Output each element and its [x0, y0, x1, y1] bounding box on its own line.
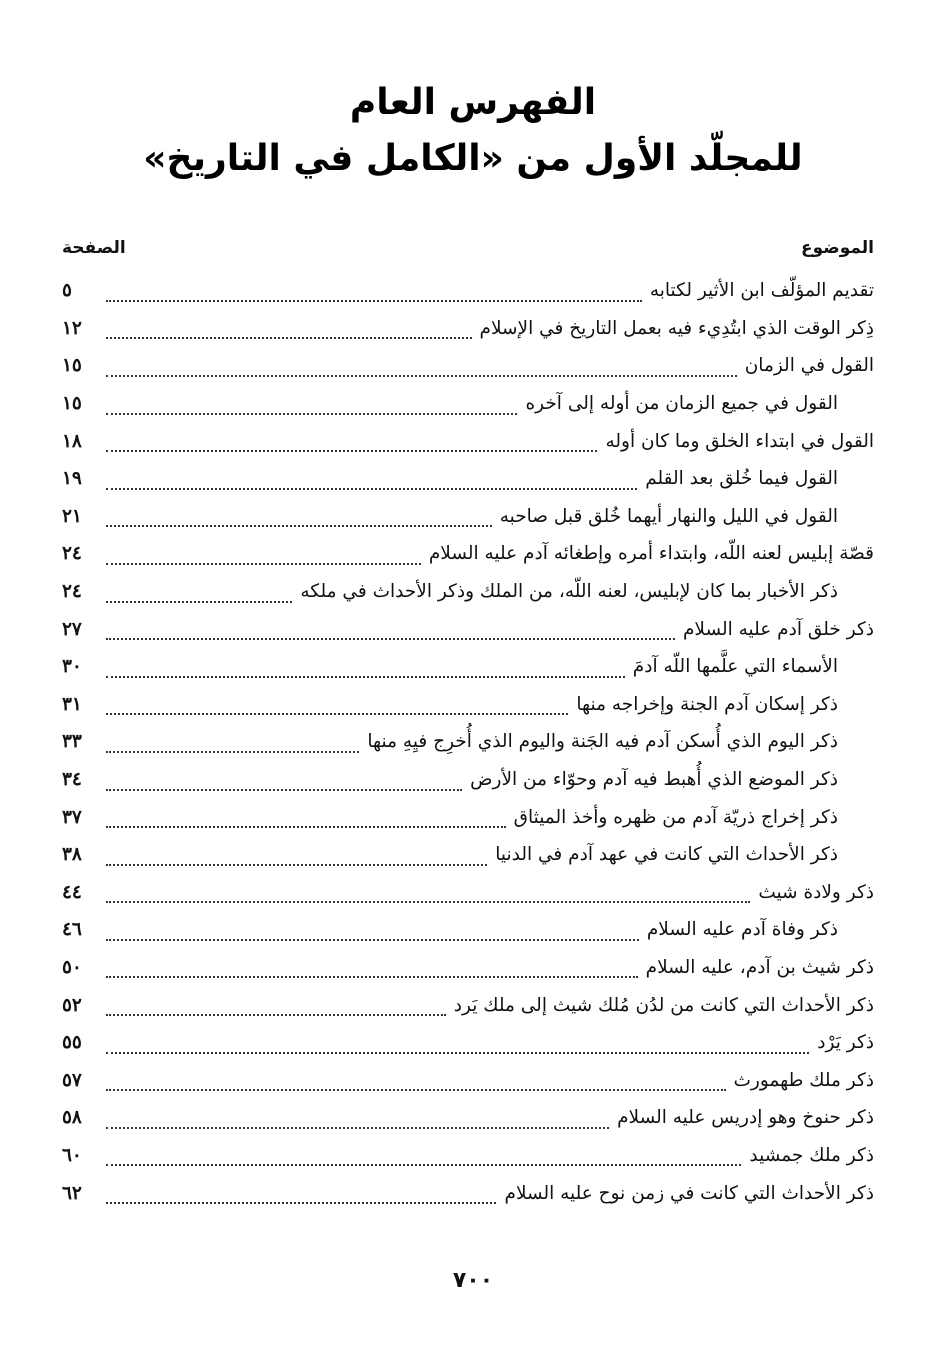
table-of-contents — [62, 272, 874, 1212]
toc-entry-title: القول في الزمان — [744, 355, 874, 377]
toc-entry-page: ٣٨ — [62, 844, 82, 866]
toc-entry-title: ذكر خلق آدم عليه السلام — [682, 618, 874, 640]
dot-leader — [106, 777, 462, 791]
toc-entry — [62, 761, 874, 799]
toc-entry — [62, 1024, 874, 1062]
topic-column-header: الموضوع — [801, 238, 874, 258]
toc-entry-title: ذكر الأخبار بما كان لإبليس، لعنه اللّه، من الملك وذكر الأحداث في ملكه — [300, 581, 838, 603]
toc-entry-title: قصّة إبليس لعنه اللّه، وابتداء أمره وإطغائه آدم عليه السلام — [428, 543, 874, 565]
toc-entry-page: ٥ — [62, 280, 72, 302]
toc-entry-title: ذكر يَرْد — [817, 1032, 874, 1054]
dot-leader — [106, 551, 421, 565]
dot-leader — [106, 1077, 726, 1091]
toc-entry — [62, 1174, 874, 1212]
dot-leader — [106, 889, 750, 903]
dot-leader — [106, 664, 625, 678]
toc-entry-title: ذكر إخراج ذريّة آدم من ظهره وأخذ الميثاق — [513, 806, 838, 828]
toc-entry-page: ١٩ — [62, 468, 82, 490]
toc-entry-page: ٣٧ — [62, 806, 82, 828]
toc-entry — [62, 310, 874, 348]
toc-entry-title: ذكر حنوخ وهو إدريس عليه السلام — [617, 1107, 874, 1129]
toc-entry-title: ذكر وفاة آدم عليه السلام — [646, 919, 838, 941]
toc-entry-title: ذكر الموضع الذي أُهبط فيه آدم وحوّاء من الأرض — [470, 769, 838, 791]
toc-entry — [62, 1099, 874, 1137]
dot-leader — [106, 438, 597, 452]
toc-entry — [62, 1137, 874, 1175]
dot-leader — [106, 927, 639, 941]
toc-entry-title: ذكر الأحداث التي كانت من لدُن مُلك شيث إلى ملك يَرد — [453, 994, 874, 1016]
toc-entry — [62, 949, 874, 987]
toc-entry — [62, 1061, 874, 1099]
toc-entry — [62, 347, 874, 385]
dot-leader — [106, 701, 568, 715]
toc-entry-title: القول في ابتداء الخلق وما كان أوله — [605, 430, 874, 452]
toc-entry — [62, 911, 874, 949]
toc-entry — [62, 798, 874, 836]
toc-entry-title: ذكر الأحداث التي كانت في زمن نوح عليه السلام — [504, 1182, 874, 1204]
toc-entry — [62, 385, 874, 423]
dot-leader — [106, 325, 472, 339]
dot-leader — [106, 589, 292, 603]
toc-entry-page: ٣١ — [62, 693, 82, 715]
toc-entry — [62, 723, 874, 761]
toc-entry-title: القول فيما خُلق بعد القلم — [645, 468, 838, 490]
toc-entry — [62, 610, 874, 648]
toc-entry-page: ٢١ — [62, 505, 82, 527]
toc-entry-title: الأسماء التي علَّمها اللّه آدمَ — [632, 656, 838, 678]
toc-entry-page: ٥٧ — [62, 1069, 82, 1091]
dot-leader — [106, 739, 359, 753]
toc-entry-page: ٢٤ — [62, 581, 82, 603]
toc-entry-page: ٤٦ — [62, 919, 82, 941]
toc-entry-page: ١٢ — [62, 317, 82, 339]
toc-entry-page: ٢٧ — [62, 618, 82, 640]
toc-entry — [62, 272, 874, 310]
toc-entry — [62, 986, 874, 1024]
toc-entry — [62, 874, 874, 912]
toc-entry — [62, 836, 874, 874]
dot-leader — [106, 1040, 809, 1054]
toc-entry — [62, 535, 874, 573]
toc-entry-title: ذكر الأحداث التي كانت في عهد آدم في الدنيا — [495, 844, 838, 866]
toc-entry — [62, 648, 874, 686]
toc-entry-page: ٣٣ — [62, 731, 82, 753]
toc-entry-page: ١٨ — [62, 430, 82, 452]
dot-leader — [106, 513, 492, 527]
toc-entry-title: ذكر ولادة شيث — [758, 881, 874, 903]
toc-entry-page: ٢٤ — [62, 543, 82, 565]
toc-entry-page: ٤٤ — [62, 881, 82, 903]
toc-entry-title: ذكر إسكان آدم الجنة وإخراجه منها — [576, 693, 838, 715]
toc-entry — [62, 422, 874, 460]
toc-entry-page: ٣٤ — [62, 769, 82, 791]
toc-entry — [62, 573, 874, 611]
dot-leader — [106, 1002, 446, 1016]
toc-entry-page: ٥٨ — [62, 1107, 82, 1129]
dot-leader — [106, 1190, 496, 1204]
dot-leader — [106, 476, 637, 490]
toc-entry-page: ١٥ — [62, 355, 82, 377]
toc-entry-title: القول في الليل والنهار أيهما خُلق قبل صاحبه — [499, 505, 838, 527]
dot-leader — [106, 363, 737, 377]
dot-leader — [106, 288, 642, 302]
toc-entry — [62, 498, 874, 536]
toc-entry-title: ذكر ملك جمشيد — [749, 1144, 874, 1166]
dot-leader — [106, 401, 517, 415]
toc-entry-page: ٥٠ — [62, 956, 82, 978]
toc-entry-page: ٦٢ — [62, 1182, 82, 1204]
dot-leader — [106, 964, 638, 978]
page-number: ٧٠٠ — [452, 1268, 494, 1293]
toc-entry-page: ٥٢ — [62, 994, 82, 1016]
dot-leader — [106, 814, 506, 828]
toc-entry-title: ذكر شيث بن آدم، عليه السلام — [645, 956, 874, 978]
toc-entry-title: ذكر اليوم الذي أُسكن آدم فيه الجَنة واليوم الذي أُخرِج فيِهِ منها — [367, 731, 838, 753]
toc-entry-page: ٥٥ — [62, 1032, 82, 1054]
dot-leader — [106, 1115, 609, 1129]
dot-leader — [106, 626, 675, 640]
page-subtitle: للمجلّد الأول من «الكامل في التاريخ» — [143, 138, 803, 179]
toc-entry-page: ٣٠ — [62, 656, 82, 678]
toc-entry — [62, 460, 874, 498]
toc-entry — [62, 686, 874, 724]
toc-entry-title: القول في جميع الزمان من أوله إلى آخره — [525, 393, 838, 415]
toc-entry-title: ذِكر الوقت الذي ابتُدِيء فيه بعمل التاريخ في الإسلام — [479, 317, 874, 339]
toc-entry-title: تقديم المؤلّف ابن الأثير لكتابه — [649, 280, 874, 302]
dot-leader — [106, 852, 487, 866]
page-column-header: الصفحة — [62, 238, 126, 258]
toc-entry-page: ١٥ — [62, 393, 82, 415]
dot-leader — [106, 1152, 741, 1166]
toc-entry-page: ٦٠ — [62, 1144, 82, 1166]
toc-entry-title: ذكر ملك طهمورث — [733, 1069, 874, 1091]
page-title: الفهرس العام — [349, 82, 597, 123]
